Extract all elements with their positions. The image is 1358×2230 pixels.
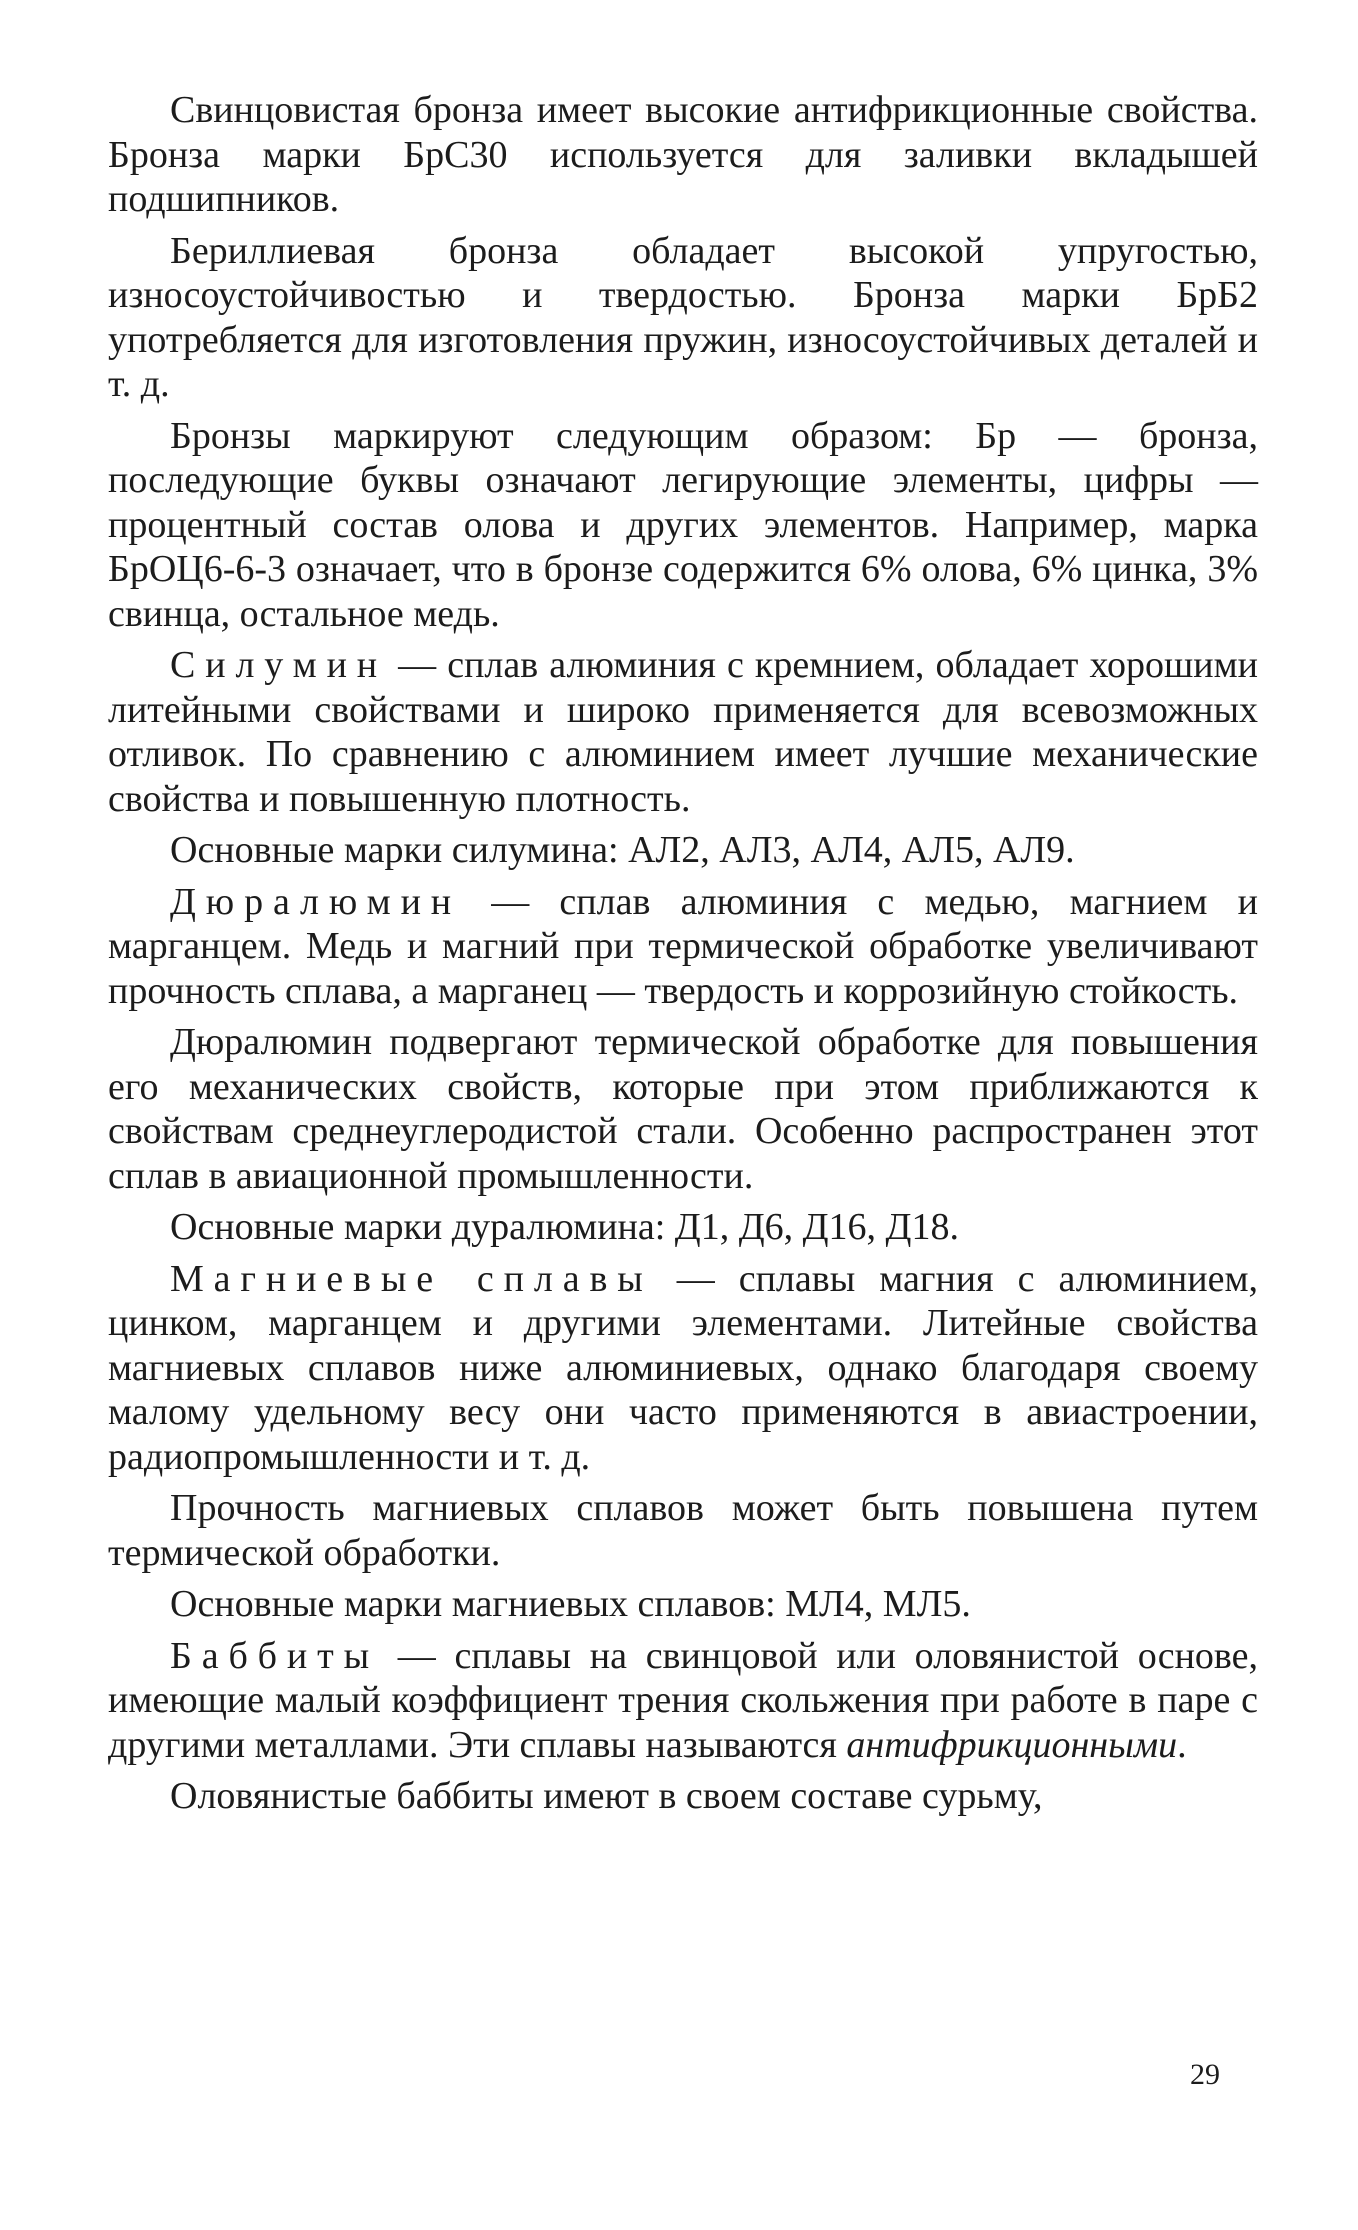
term-magnesium-alloys: Магниевые сплавы [170,1257,653,1300]
paragraph-babbits-tail: . [1177,1723,1187,1766]
paragraph-lead-bronze: Свинцовистая бронза имеет высокие антифрикционные свойства. Бронза марки БрС30 используется для заливки вкладышей подшипников. [108,89,1258,220]
term-silumin: Силумин [170,644,388,686]
paragraph-magnesium-strength: Прочность магниевых сплавов может быть повышена путем термической обработки. [108,1487,1258,1574]
page-number: 29 [1190,2058,1220,2091]
paragraph-babbits-text: — сплавы на свинцовой или оловянистой основе, имеющие малый коэффициент трения скольжения при работе в паре с другими металлами. Эти сплавы называются [108,1634,1258,1766]
paragraph-silumin-grades: Основные марки силумина: АЛ2, АЛ3, АЛ4, АЛ5, АЛ9. [170,829,1075,871]
paragraph-beryllium-bronze: Бериллиевая бронза обладает высокой упругостью, износоустойчивостью и твердостью. Бронза марки БрБ2 употребляется для изготовления пружин, износоустойчивых деталей и т. д. [108,229,1258,405]
paragraph-tin-babbits: Оловянистые баббиты имеют в своем составе сурьму, [170,1775,1043,1817]
paragraph-magnesium-alloys [108,1257,1258,1480]
paragraph-duralumin-grades: Основные марки дуралюмина: Д1, Д6, Д16, Д18. [170,1206,959,1248]
paragraph-duralumin [108,880,1258,1014]
paragraph-babbits [108,1634,1258,1768]
term-duralumin: Дюралюмин [170,880,461,923]
term-babbits: Баббиты [170,1634,379,1677]
paragraph-silumin [108,643,1258,821]
paragraph-duralumin-treatment: Дюралюмин подвергают термической обработке для повышения его механических свойств, которые при этом приближаются к свойствам среднеуглеродистой стали. Особенно распространен этот сплав в авиационной промышленности. [108,1021,1258,1197]
paragraph-magnesium-grades: Основные марки магниевых сплавов: МЛ4, МЛ5. [170,1583,971,1625]
italic-antifriction: антифрикционными [846,1723,1178,1766]
page-body [108,88,1258,1826]
paragraph-silumin-text: — сплав алюминия с кремнием, обладает хорошими литейными свойствами и широко применяется для всевозможных отливок. По сравнению с алюминием имеет лучшие механические свойства и повышенную плотность. [108,644,1258,820]
paragraph-duralumin-text: — сплав алюминия с медью, магнием и марганцем. Медь и магний при термической обработке увеличивают прочность сплава, а марганец — твердость и коррозийную стойкость. [108,880,1258,1012]
paragraph-bronze-marking: Бронзы маркируют следующим образом: Бр — бронза, последующие буквы означают легирующие элементы, цифры — процентный состав олова и других элементов. Например, марка БрОЦ6-6-3 означает, что в бронзе содержится 6% олова, 6% цинка, 3% свинца, остальное медь. [108,414,1258,635]
paragraph-magnesium-alloys-text: — сплавы магния с алюминием, цинком, марганцем и другими элементами. Литейные свойства магниевых сплавов ниже алюминиевых, однако благодаря своему малому удельному весу они часто применяются в авиастроении, радиопромышленности и т. д. [108,1257,1259,1478]
